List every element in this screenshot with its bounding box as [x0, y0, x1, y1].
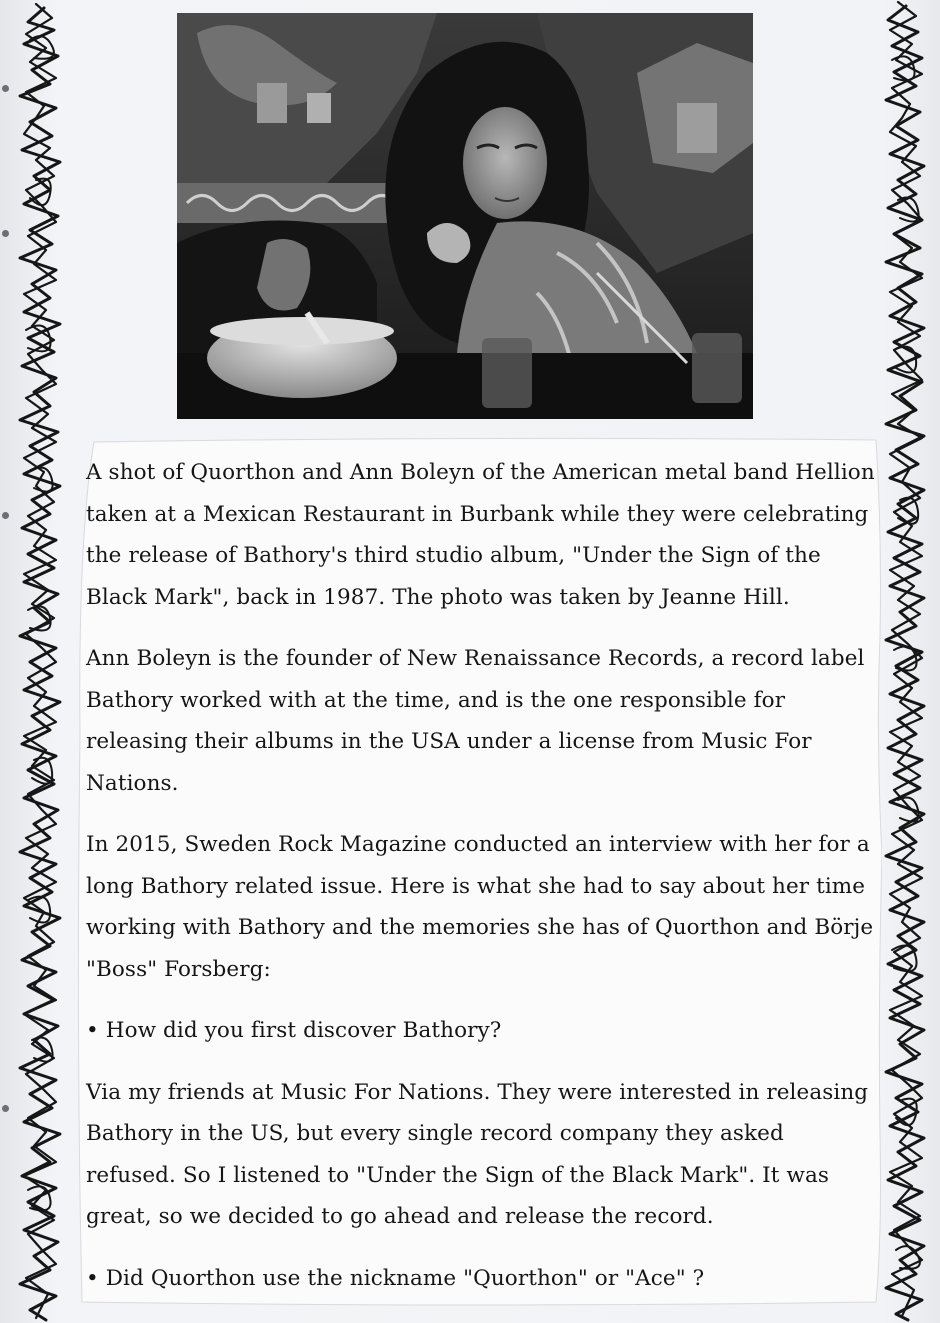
interview-question: • How did you first discover Bathory?	[86, 1010, 876, 1052]
text-panel	[76, 436, 882, 1308]
paragraph-ann-boleyn: Ann Boleyn is the founder of New Renaissance Records, a record label Bathory worked with at the time, and is the one responsible for releasing their albums in the USA under a license from Music For Nations.	[86, 646, 865, 796]
photo-subject	[177, 13, 178, 14]
interview-question: • Did Quorthon use the nickname "Quorthon" or "Ace" ?	[86, 1258, 876, 1300]
band-photo	[177, 13, 753, 419]
interview-answer: Via my friends at Music For Nations. They were interested in releasing Bathory in the US, but every single record company they asked refused. So I listened to "Under the Sign of the Black Mark". It was great, so we decided to go ahead and release the record.	[86, 1079, 869, 1229]
paragraph-interview-intro: In 2015, Sweden Rock Magazine conducted an interview with her for a long Bathory related issue. Here is what she had to say about her time working with Bathory and the memories she has of Quorthon and Börje "Boss" Forsberg:	[86, 832, 874, 982]
left-scribble-border	[6, 0, 72, 1323]
article-text	[86, 452, 876, 1319]
band-photo-image	[177, 13, 753, 419]
paragraph-photo-caption: A shot of Quorthon and Ann Boleyn of the American metal band Hellion taken at a Mexican Restaurant in Burbank while they were celebrating the release of Bathory's third studio album, "Under the Sign of the Black Mark", back in 1987. The photo was taken by Jeanne Hill.	[86, 460, 875, 610]
